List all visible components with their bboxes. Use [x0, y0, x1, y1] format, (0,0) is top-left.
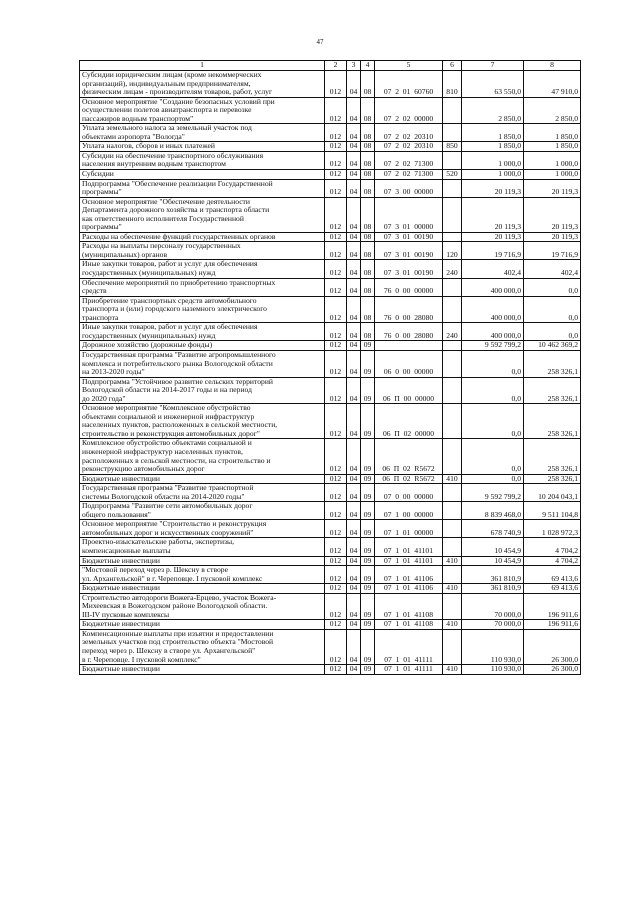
amount-year1-cell: 0,0 [462, 350, 524, 377]
table-row [80, 71, 581, 98]
subsection-code-cell: 09 [361, 341, 375, 351]
target-article-cell: 07 3 01 00190 [375, 232, 443, 242]
column-header: 7 [462, 61, 524, 71]
row-name-cell: Уплата налогов, сборов и иных платежей [80, 142, 325, 152]
amount-year2-cell: 1 850,0 [524, 142, 581, 152]
ministry-code-cell: 012 [325, 556, 347, 566]
amount-year1-cell: 678 740,9 [462, 520, 524, 538]
row-name-cell: Государственная программа "Развитие агропромышленного комплекса и потребительского рынка Вологодской области на 2013-2020 годы" [80, 350, 325, 377]
expense-type-cell: 240 [443, 260, 462, 278]
amount-year2-cell: 47 910,0 [524, 71, 581, 98]
row-name-cell: Основное мероприятие "Комплексное обустройство объектами социальной и инженерной инфраструктур населенных пунктов, расположенных в сельской местности, строительство и реконструкция автомобильных дорог" [80, 404, 325, 439]
ministry-code-cell: 012 [325, 124, 347, 142]
ministry-code-cell: 012 [325, 341, 347, 351]
budget-table [79, 60, 581, 675]
expense-type-cell [443, 232, 462, 242]
amount-year2-cell: 20 119,3 [524, 197, 581, 232]
target-article-cell: 07 3 01 00190 [375, 242, 443, 260]
amount-year1-cell: 400 000,0 [462, 278, 524, 296]
table-row [80, 439, 581, 474]
subsection-code-cell: 08 [361, 170, 375, 180]
amount-year1-cell: 8 839 468,0 [462, 502, 524, 520]
expense-type-cell [443, 179, 462, 197]
row-name-cell: Бюджетные инвестиции [80, 584, 325, 594]
ministry-code-cell: 012 [325, 620, 347, 630]
subsection-code-cell: 08 [361, 260, 375, 278]
subsection-code-cell: 08 [361, 71, 375, 98]
table-row [80, 620, 581, 630]
target-article-cell: 07 1 00 00000 [375, 502, 443, 520]
amount-year2-cell: 20 119,3 [524, 232, 581, 242]
amount-year1-cell: 9 592 799,2 [462, 484, 524, 502]
subsection-code-cell: 08 [361, 179, 375, 197]
table-row [80, 170, 581, 180]
section-code-cell: 04 [347, 474, 361, 484]
table-row [80, 502, 581, 520]
ministry-code-cell: 012 [325, 584, 347, 594]
target-article-cell: 07 3 00 00000 [375, 179, 443, 197]
table-row [80, 566, 581, 584]
amount-year2-cell: 196 911,6 [524, 593, 581, 620]
amount-year1-cell: 10 454,9 [462, 556, 524, 566]
table-row [80, 629, 581, 664]
target-article-cell: 07 2 01 60760 [375, 71, 443, 98]
section-code-cell: 04 [347, 538, 361, 556]
section-code-cell: 04 [347, 242, 361, 260]
table-row [80, 584, 581, 594]
amount-year2-cell: 9 511 104,8 [524, 502, 581, 520]
table-row [80, 377, 581, 404]
expense-type-cell: 850 [443, 142, 462, 152]
amount-year2-cell: 258 326,1 [524, 439, 581, 474]
target-article-cell: 06 П 00 00000 [375, 377, 443, 404]
section-code-cell: 04 [347, 232, 361, 242]
target-article-cell: 76 0 00 00000 [375, 278, 443, 296]
target-article-cell: 07 1 01 41111 [375, 665, 443, 675]
subsection-code-cell: 09 [361, 556, 375, 566]
row-name-cell: Проектно-изыскательские работы, экспертизы, компенсационные выплаты [80, 538, 325, 556]
amount-year1-cell: 1 000,0 [462, 151, 524, 169]
amount-year1-cell: 20 119,3 [462, 197, 524, 232]
row-name-cell: Иные закупки товаров, работ и услуг для обеспечения государственных (муниципальных) нужд [80, 323, 325, 341]
ministry-code-cell: 012 [325, 97, 347, 124]
ministry-code-cell: 012 [325, 439, 347, 474]
amount-year1-cell: 0,0 [462, 439, 524, 474]
section-code-cell: 04 [347, 296, 361, 323]
section-code-cell: 04 [347, 179, 361, 197]
target-article-cell: 07 1 01 00000 [375, 520, 443, 538]
ministry-code-cell: 012 [325, 593, 347, 620]
section-code-cell: 04 [347, 566, 361, 584]
amount-year1-cell: 9 592 799,2 [462, 341, 524, 351]
ministry-code-cell: 012 [325, 665, 347, 675]
amount-year1-cell: 110 930,0 [462, 629, 524, 664]
target-article-cell: 07 2 02 71300 [375, 151, 443, 169]
expense-type-cell: 410 [443, 474, 462, 484]
amount-year2-cell: 0,0 [524, 278, 581, 296]
amount-year2-cell: 10 462 369,2 [524, 341, 581, 351]
target-article-cell: 07 0 00 00000 [375, 484, 443, 502]
amount-year1-cell: 70 000,0 [462, 593, 524, 620]
row-name-cell: Строительство автодороги Вожега-Ерцево, участок Вожега- Михеевская в Вожегодском районе Вологодской области. III-IV пусковые комплексы [80, 593, 325, 620]
table-row [80, 97, 581, 124]
table-row [80, 484, 581, 502]
amount-year1-cell: 19 716,9 [462, 242, 524, 260]
row-name-cell: Подпрограмма "Обеспечение реализации Государственной программы" [80, 179, 325, 197]
ministry-code-cell: 012 [325, 629, 347, 664]
row-name-cell: Основное мероприятие "Обеспечение деятельности Департамента дорожного хозяйства и транспорта области как ответственного исполнителя Государственной программы" [80, 197, 325, 232]
ministry-code-cell: 012 [325, 502, 347, 520]
table-row [80, 404, 581, 439]
target-article-cell: 76 0 00 28080 [375, 296, 443, 323]
ministry-code-cell: 012 [325, 296, 347, 323]
amount-year1-cell: 1 850,0 [462, 142, 524, 152]
amount-year2-cell: 4 704,2 [524, 538, 581, 556]
column-header: 6 [443, 61, 462, 71]
row-name-cell: Бюджетные инвестиции [80, 620, 325, 630]
target-article-cell [375, 341, 443, 351]
subsection-code-cell: 08 [361, 323, 375, 341]
subsection-code-cell: 09 [361, 377, 375, 404]
row-name-cell: Дорожное хозяйство (дорожные фонды) [80, 341, 325, 351]
amount-year1-cell: 2 850,0 [462, 97, 524, 124]
row-name-cell: Расходы на выплаты персоналу государственных (муниципальных) органов [80, 242, 325, 260]
amount-year1-cell: 110 930,0 [462, 665, 524, 675]
subsection-code-cell: 08 [361, 124, 375, 142]
ministry-code-cell: 012 [325, 151, 347, 169]
row-name-cell: Обеспечение мероприятий по приобретению транспортных средств [80, 278, 325, 296]
amount-year1-cell: 0,0 [462, 474, 524, 484]
subsection-code-cell: 09 [361, 439, 375, 474]
amount-year2-cell: 258 326,1 [524, 377, 581, 404]
section-code-cell: 04 [347, 629, 361, 664]
amount-year1-cell: 361 810,9 [462, 584, 524, 594]
section-code-cell: 04 [347, 377, 361, 404]
amount-year1-cell: 0,0 [462, 377, 524, 404]
amount-year2-cell: 1 000,0 [524, 170, 581, 180]
section-code-cell: 04 [347, 502, 361, 520]
section-code-cell: 04 [347, 260, 361, 278]
ministry-code-cell: 012 [325, 566, 347, 584]
expense-type-cell [443, 124, 462, 142]
target-article-cell: 07 1 01 41111 [375, 629, 443, 664]
target-article-cell: 07 3 01 00190 [375, 260, 443, 278]
subsection-code-cell: 08 [361, 296, 375, 323]
amount-year2-cell: 1 000,0 [524, 151, 581, 169]
subsection-code-cell: 09 [361, 629, 375, 664]
expense-type-cell [443, 377, 462, 404]
expense-type-cell: 410 [443, 556, 462, 566]
ministry-code-cell: 012 [325, 179, 347, 197]
amount-year2-cell: 1 850,0 [524, 124, 581, 142]
amount-year1-cell: 20 119,3 [462, 232, 524, 242]
subsection-code-cell: 08 [361, 242, 375, 260]
section-code-cell: 04 [347, 71, 361, 98]
ministry-code-cell: 012 [325, 242, 347, 260]
ministry-code-cell: 012 [325, 323, 347, 341]
amount-year1-cell: 1 000,0 [462, 170, 524, 180]
column-header: 3 [347, 61, 361, 71]
table-body [80, 71, 581, 675]
table-row [80, 242, 581, 260]
subsection-code-cell: 08 [361, 232, 375, 242]
row-name-cell: Приобретение транспортных средств автомобильного транспорта и (или) городского наземного электрического транспорта [80, 296, 325, 323]
table-row [80, 323, 581, 341]
amount-year2-cell: 258 326,1 [524, 350, 581, 377]
expense-type-cell [443, 484, 462, 502]
table-row [80, 142, 581, 152]
amount-year2-cell: 0,0 [524, 296, 581, 323]
subsection-code-cell: 08 [361, 278, 375, 296]
expense-type-cell [443, 502, 462, 520]
column-header: 8 [524, 61, 581, 71]
table-row [80, 538, 581, 556]
ministry-code-cell: 012 [325, 474, 347, 484]
amount-year2-cell: 19 716,9 [524, 242, 581, 260]
amount-year1-cell: 1 850,0 [462, 124, 524, 142]
section-code-cell: 04 [347, 341, 361, 351]
row-name-cell: Расходы на обеспечение функций государственных органов [80, 232, 325, 242]
expense-type-cell [443, 278, 462, 296]
subsection-code-cell: 09 [361, 538, 375, 556]
subsection-code-cell: 09 [361, 404, 375, 439]
target-article-cell: 07 2 02 20310 [375, 142, 443, 152]
expense-type-cell: 120 [443, 242, 462, 260]
subsection-code-cell: 09 [361, 484, 375, 502]
ministry-code-cell: 012 [325, 538, 347, 556]
section-code-cell: 04 [347, 124, 361, 142]
row-name-cell: Подпрограмма "Развитие сети автомобильных дорог общего пользования" [80, 502, 325, 520]
amount-year2-cell: 26 300,0 [524, 629, 581, 664]
amount-year2-cell: 4 704,2 [524, 556, 581, 566]
expense-type-cell [443, 439, 462, 474]
amount-year2-cell: 402,4 [524, 260, 581, 278]
section-code-cell: 04 [347, 278, 361, 296]
header-row [80, 61, 581, 71]
ministry-code-cell: 012 [325, 197, 347, 232]
row-name-cell: Компенсационные выплаты при изъятии и предоставлении земельных участков под строительство объекта "Мостовой переход через р. Шексну в створе ул. Архангельской" в г. Череповце. I пусковой комплекс" [80, 629, 325, 664]
table-row [80, 350, 581, 377]
table-row [80, 197, 581, 232]
target-article-cell: 76 0 00 28080 [375, 323, 443, 341]
subsection-code-cell: 09 [361, 502, 375, 520]
target-article-cell: 07 1 01 41101 [375, 538, 443, 556]
amount-year2-cell: 0,0 [524, 323, 581, 341]
row-name-cell: Субсидии [80, 170, 325, 180]
row-name-cell: Субсидии на обеспечение транспортного обслуживания населения внутренним водным транспортом [80, 151, 325, 169]
row-name-cell: Основное мероприятие "Создание безопасных условий при осуществлении полетов авиатранспорта и перевозке пассажиров водным транспортом" [80, 97, 325, 124]
amount-year1-cell: 400 000,0 [462, 323, 524, 341]
table-row [80, 665, 581, 675]
ministry-code-cell: 012 [325, 484, 347, 502]
amount-year1-cell: 400 000,0 [462, 296, 524, 323]
expense-type-cell [443, 629, 462, 664]
section-code-cell: 04 [347, 556, 361, 566]
target-article-cell: 06 0 00 00000 [375, 350, 443, 377]
expense-type-cell: 810 [443, 71, 462, 98]
amount-year1-cell: 70 000,0 [462, 620, 524, 630]
target-article-cell: 07 1 01 41106 [375, 584, 443, 594]
section-code-cell: 04 [347, 142, 361, 152]
subsection-code-cell: 09 [361, 566, 375, 584]
section-code-cell: 04 [347, 520, 361, 538]
subsection-code-cell: 09 [361, 474, 375, 484]
expense-type-cell: 240 [443, 323, 462, 341]
expense-type-cell [443, 97, 462, 124]
column-header: 4 [361, 61, 375, 71]
row-name-cell: "Мостовой переход через р. Шексну в створе ул. Архангельской" в г. Череповце. I пусковой комплекс [80, 566, 325, 584]
subsection-code-cell: 08 [361, 151, 375, 169]
subsection-code-cell: 09 [361, 665, 375, 675]
amount-year2-cell: 69 413,6 [524, 566, 581, 584]
amount-year1-cell: 402,4 [462, 260, 524, 278]
target-article-cell: 07 1 01 41101 [375, 556, 443, 566]
ministry-code-cell: 012 [325, 377, 347, 404]
section-code-cell: 04 [347, 350, 361, 377]
ministry-code-cell: 012 [325, 232, 347, 242]
target-article-cell: 07 2 02 20310 [375, 124, 443, 142]
page-number: 47 [316, 38, 324, 46]
subsection-code-cell: 08 [361, 97, 375, 124]
subsection-code-cell: 09 [361, 584, 375, 594]
expense-type-cell [443, 520, 462, 538]
table-row [80, 593, 581, 620]
column-header: 5 [375, 61, 443, 71]
table-row [80, 278, 581, 296]
amount-year2-cell: 196 911,6 [524, 620, 581, 630]
amount-year2-cell: 2 850,0 [524, 97, 581, 124]
column-header: 2 [325, 61, 347, 71]
subsection-code-cell: 08 [361, 142, 375, 152]
expense-type-cell [443, 566, 462, 584]
section-code-cell: 04 [347, 439, 361, 474]
section-code-cell: 04 [347, 584, 361, 594]
ministry-code-cell: 012 [325, 71, 347, 98]
amount-year2-cell: 20 119,3 [524, 179, 581, 197]
ministry-code-cell: 012 [325, 350, 347, 377]
ministry-code-cell: 012 [325, 260, 347, 278]
row-name-cell: Государственная программа "Развитие транспортной системы Вологодской области на 2014-2020 годы" [80, 484, 325, 502]
target-article-cell: 06 П 02 R5672 [375, 439, 443, 474]
subsection-code-cell: 09 [361, 620, 375, 630]
expense-type-cell [443, 350, 462, 377]
section-code-cell: 04 [347, 593, 361, 620]
target-article-cell: 07 1 01 41106 [375, 566, 443, 584]
expense-type-cell [443, 538, 462, 556]
ministry-code-cell: 012 [325, 520, 347, 538]
expense-type-cell [443, 197, 462, 232]
ministry-code-cell: 012 [325, 278, 347, 296]
table-row [80, 520, 581, 538]
expense-type-cell [443, 593, 462, 620]
subsection-code-cell: 09 [361, 520, 375, 538]
table-row [80, 260, 581, 278]
subsection-code-cell: 08 [361, 197, 375, 232]
amount-year1-cell: 10 454,9 [462, 538, 524, 556]
amount-year1-cell: 20 119,3 [462, 179, 524, 197]
section-code-cell: 04 [347, 404, 361, 439]
table-row [80, 124, 581, 142]
row-name-cell: Иные закупки товаров, работ и услуг для обеспечения государственных (муниципальных) нужд [80, 260, 325, 278]
amount-year1-cell: 361 810,9 [462, 566, 524, 584]
row-name-cell: Субсидии юридическим лицам (кроме некоммерческих организаций), индивидуальным предпринимателям, физическим лицам - производителям товаров, работ, услуг [80, 71, 325, 98]
amount-year2-cell: 1 028 972,3 [524, 520, 581, 538]
expense-type-cell: 410 [443, 584, 462, 594]
target-article-cell: 07 2 02 71300 [375, 170, 443, 180]
row-name-cell: Подпрограмма "Устойчивое развитие сельских территорий Вологодской области на 2014-2017 годы и на период до 2020 года" [80, 377, 325, 404]
expense-type-cell: 410 [443, 665, 462, 675]
row-name-cell: Бюджетные инвестиции [80, 474, 325, 484]
amount-year2-cell: 258 326,1 [524, 474, 581, 484]
amount-year1-cell: 63 550,0 [462, 71, 524, 98]
expense-type-cell [443, 404, 462, 439]
section-code-cell: 04 [347, 197, 361, 232]
row-name-cell: Комплексное обустройство объектами социальной и инженерной инфраструктур населенных пунктов, расположенных в сельской местности, на строительство и реконструкцию автомобильных дорог [80, 439, 325, 474]
section-code-cell: 04 [347, 484, 361, 502]
row-name-cell: Основное мероприятие "Строительство и реконструкция автомобильных дорог и искусственных сооружений" [80, 520, 325, 538]
target-article-cell: 07 1 01 41108 [375, 620, 443, 630]
section-code-cell: 04 [347, 151, 361, 169]
amount-year1-cell: 0,0 [462, 404, 524, 439]
amount-year2-cell: 10 204 043,1 [524, 484, 581, 502]
amount-year2-cell: 69 413,6 [524, 584, 581, 594]
expense-type-cell [443, 151, 462, 169]
row-name-cell: Уплата земельного налога за земельный участок под объектами аэропорта "Вологда" [80, 124, 325, 142]
target-article-cell: 07 1 01 41108 [375, 593, 443, 620]
section-code-cell: 04 [347, 323, 361, 341]
subsection-code-cell: 09 [361, 593, 375, 620]
subsection-code-cell: 09 [361, 350, 375, 377]
target-article-cell: 06 П 02 R5672 [375, 474, 443, 484]
row-name-cell: Бюджетные инвестиции [80, 665, 325, 675]
ministry-code-cell: 012 [325, 142, 347, 152]
section-code-cell: 04 [347, 620, 361, 630]
row-name-cell: Бюджетные инвестиции [80, 556, 325, 566]
amount-year2-cell: 258 326,1 [524, 404, 581, 439]
target-article-cell: 07 3 01 00000 [375, 197, 443, 232]
section-code-cell: 04 [347, 665, 361, 675]
table-row [80, 296, 581, 323]
table-row [80, 179, 581, 197]
expense-type-cell [443, 296, 462, 323]
target-article-cell: 07 2 02 00000 [375, 97, 443, 124]
expense-type-cell [443, 341, 462, 351]
target-article-cell: 06 П 02 00000 [375, 404, 443, 439]
expense-type-cell: 410 [443, 620, 462, 630]
column-header: 1 [80, 61, 325, 71]
amount-year2-cell: 26 300,0 [524, 665, 581, 675]
section-code-cell: 04 [347, 170, 361, 180]
ministry-code-cell: 012 [325, 170, 347, 180]
table-row [80, 151, 581, 169]
ministry-code-cell: 012 [325, 404, 347, 439]
section-code-cell: 04 [347, 97, 361, 124]
expense-type-cell: 520 [443, 170, 462, 180]
